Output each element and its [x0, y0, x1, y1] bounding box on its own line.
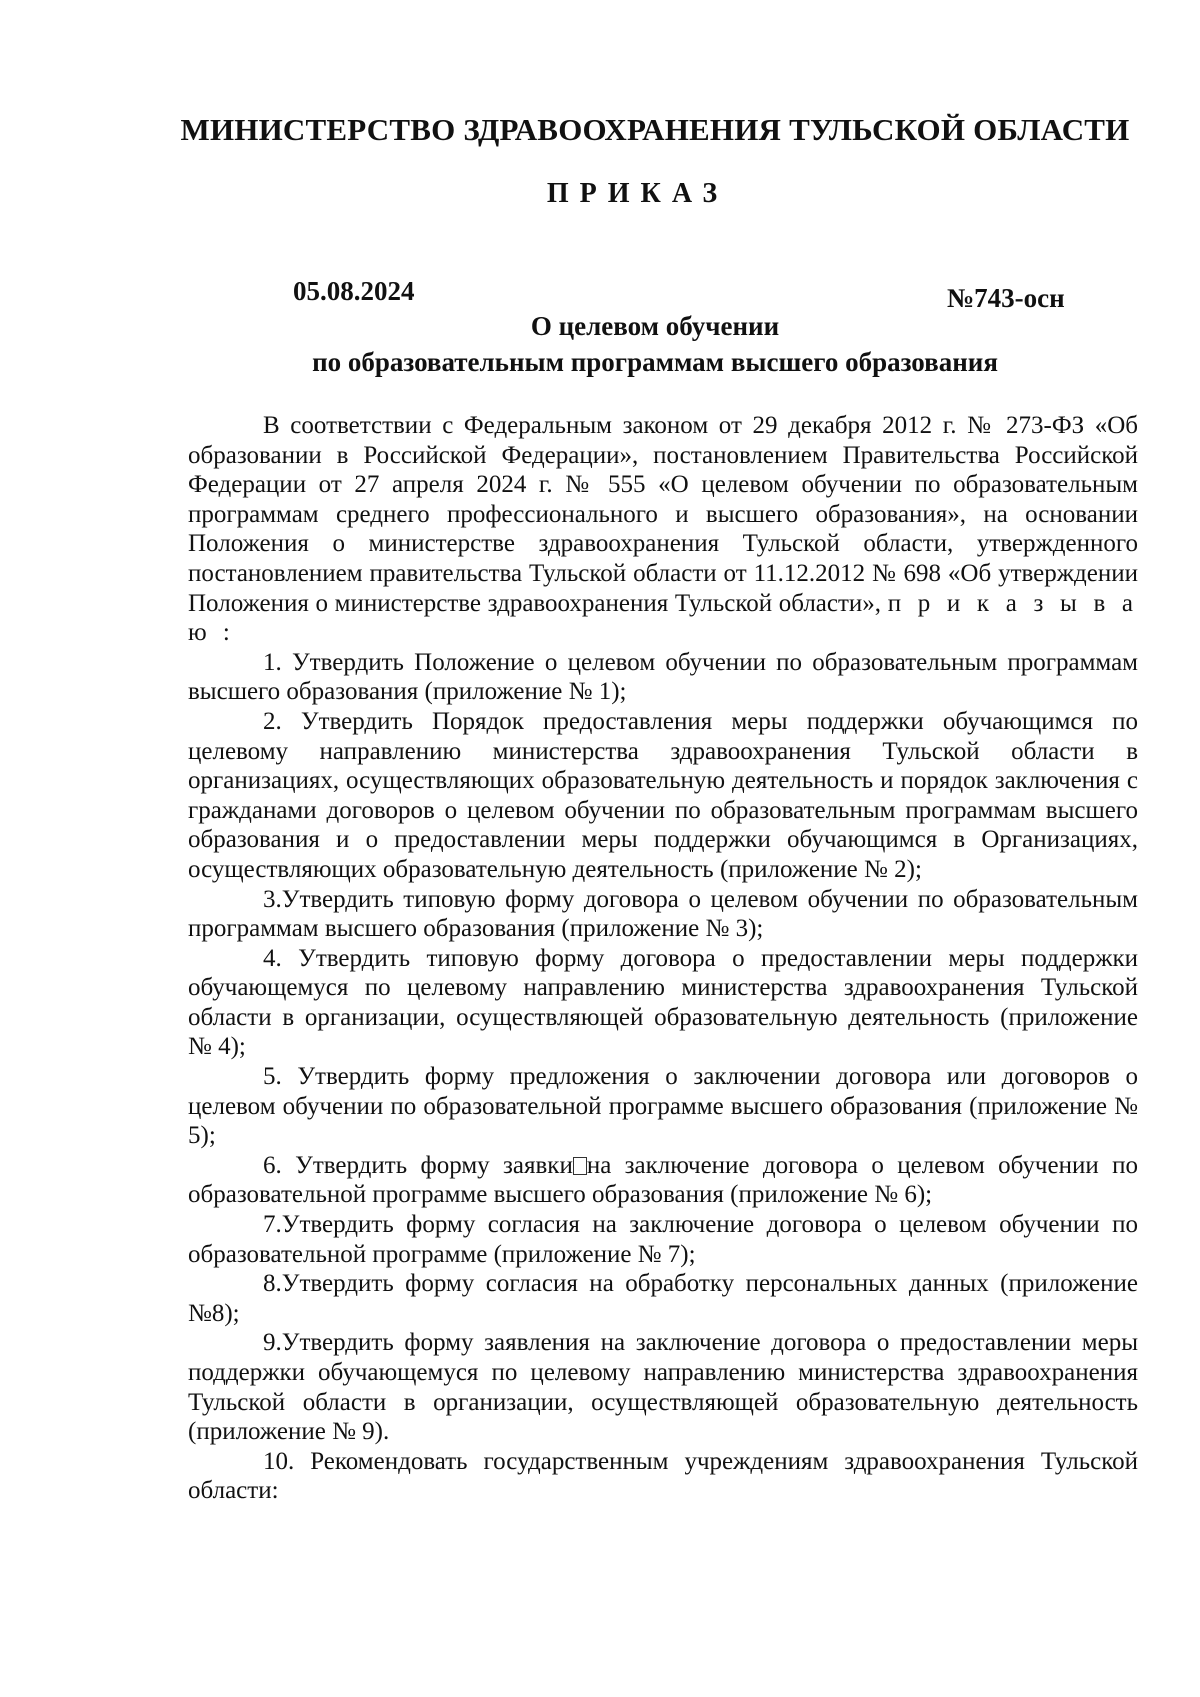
order-item-6-end: на заключение договора о целевом обучении по образовательной программе высшего образования (приложение № 6); — [188, 1151, 1139, 1209]
subject-line-2: по образовательным программам высшего образования — [312, 347, 998, 377]
subject-line-1: О целевом обучении — [530, 311, 780, 341]
order-date: 05.08.2024 — [293, 276, 415, 306]
order-number: №743-осн — [947, 283, 1065, 313]
order-item-10: 10. Рекомендовать государственным учреждениям здравоохранения Тульской области: — [188, 1447, 1138, 1505]
order-subject — [0, 308, 1200, 380]
document-type: ПРИКАЗ — [546, 178, 729, 209]
order-item-4: 4. Утвердить типовую форму договора о предоставлении меры поддержки обучающемуся по целевому направлению министерства здравоохранения Тульской области в организации, осуществляющей образовательную деятельность (приложение № 4); — [188, 944, 1138, 1061]
order-item-2: 2. Утвердить Порядок предоставления меры поддержки обучающимся по целевому направлению министерства здравоохранения Тульской области в организациях, осуществляющих образовательную деятельность и порядок заключения с гражданами договоров о целевом обучении по образовательным программам высшего образования и о предоставлении меры поддержки обучающимся в Организациях, осуществляющих образовательную деятельность (приложение № 2); — [188, 707, 1138, 883]
order-item-7: 7.Утвердить форму согласия на заключение договора о целевом обучении по образовательной программе (приложение № 7); — [188, 1211, 1138, 1268]
preamble-text: В соответствии с Федеральным законом от 29 декабря 2012 г. № 273-ФЗ «Об образовании в Российской Федерации», постановлением Правительства Российской Федерации от 27 апреля 2024 г. № 555 «О целевом обучении по образовательным программам среднего профессионального и высшего образования», на основании Положения о министерстве здравоохранения Тульской области, утвержденного постановлением правительства Тульской области от 11.12.2012 № 698 «Об утверждении Положения о министерстве здравоохранения Тульской области», — [188, 412, 1138, 617]
order-item-6-start: 6. Утвердить форму заявки — [263, 1151, 573, 1179]
scan-artifact-box — [573, 1157, 587, 1175]
preamble-paragraph — [188, 411, 1138, 648]
order-item-9: 9.Утвердить форму заявления на заключение договора о предоставлении меры поддержки обучающемуся по целевому направлению министерства здравоохранения Тульской области в организации, осуществляющей образовательную деятельность (приложение № 9). — [188, 1329, 1138, 1446]
order-body — [188, 411, 1138, 1506]
order-item-8: 8.Утвердить форму согласия на обработку персональных данных (приложение №8); — [188, 1270, 1138, 1327]
order-item-3: 3.Утвердить типовую форму договора о целевом обучении по образовательным программам высшего образования (приложение № 3); — [188, 885, 1138, 943]
order-item-1: 1. Утвердить Положение о целевом обучении по образовательным программам высшего образования (приложение № 1); — [188, 648, 1138, 706]
order-item-6 — [188, 1151, 1138, 1210]
command-word: п р и к а з ы в а ю : — [188, 589, 1138, 647]
order-item-5: 5. Утвердить форму предложения о заключении договора или договоров о целевом обучении по образовательной программе высшего образования (приложение № 5); — [188, 1063, 1138, 1150]
ministry-name: МИНИСТЕРСТВО ЗДРАВООХРАНЕНИЯ ТУЛЬСКОЙ ОБЛАСТИ — [180, 112, 1130, 147]
